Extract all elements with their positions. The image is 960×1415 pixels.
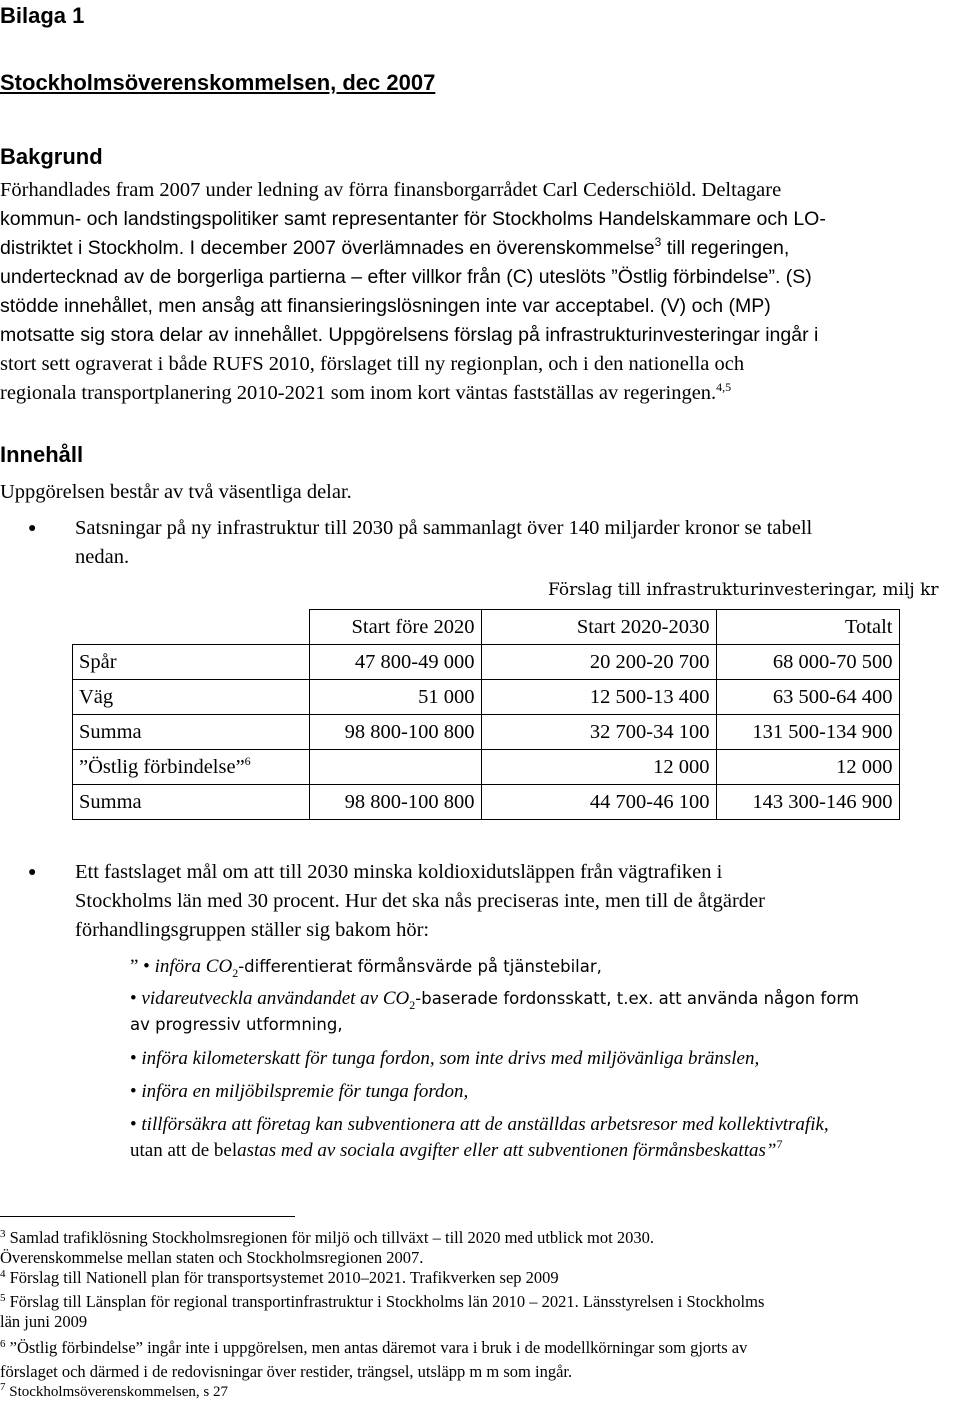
table-header-cell: Start 2020-2030 (481, 610, 716, 645)
footnote-ref-6: 6 (244, 753, 251, 768)
table-cell: Summa (73, 785, 310, 820)
footnote-ref-45: 4,5 (716, 380, 732, 394)
measure-item: ” • införa $CO_2$-differentierat förmånsvärde på tjänstebilar, (130, 956, 602, 980)
background-line-4: undertecknad av de borgerliga partierna – efter villkor från (C) uteslöts ”Östlig förbindelse”. (S) (0, 266, 812, 288)
table-row (73, 750, 900, 785)
footnote-7: $^7$ Stockholmsöverenskommelsen, s 27 (0, 1381, 228, 1400)
table-cell: 12 000 (481, 750, 716, 785)
table-cell: Väg (73, 680, 310, 715)
table-cell: 68 000-70 500 (716, 645, 899, 680)
measure-item: • införa kilometerskatt för tunga fordon, som inte drivs med miljövänliga bränslen, (130, 1048, 760, 1069)
page-title: Stockholmsöverenskommelsen, dec 2007 (0, 70, 436, 95)
table-header-empty (73, 610, 310, 645)
annex-label: Bilaga 1 (0, 3, 85, 28)
table-cell: 98 800-100 800 (309, 715, 481, 750)
table-cell: 47 800-49 000 (309, 645, 481, 680)
table-cell: 143 300-146 900 (716, 785, 899, 820)
background-line-5: stödde innehållet, men ansåg att finansieringslösningen inte var acceptabel. (V) och (MP) (0, 295, 771, 317)
content-intro: Uppgörelsen består av två väsentliga delar. (0, 481, 352, 503)
footnote-separator (0, 1216, 295, 1217)
table-cell: 12 500-13 400 (481, 680, 716, 715)
background-line-8: regionala transportplanering 2010-2021 som inom kort väntas fastställas av regeringen.$^{4,5}$ (0, 380, 732, 404)
footnote-6: $^6$ ”Östlig förbindelse” ingår inte i uppgörelsen, men antas däremot vara i bruk i de modellkörningar som gjorts av (0, 1338, 748, 1357)
background-line-2: kommun- och landstingspolitiker samt representanter för Stockholms Handelskammare och LO- (0, 208, 826, 230)
table-cell: 20 200-20 700 (481, 645, 716, 680)
bullet-infrastructure: Satsningar på ny infrastruktur till 2030 på sammanlagt över 140 miljarder kronor se tabell nedan. (75, 517, 813, 568)
table-cell: 44 700-46 100 (481, 785, 716, 820)
measure-item-continuation: utan att de belastas med av sociala avgifter eller att subventionen förmånsbeskattas”$^7$ (130, 1137, 783, 1161)
bullet-icon: ● (28, 865, 37, 880)
footnote-3: $^3$ Samlad trafiklösning Stockholmsregionen för miljö och tillväxt – till 2020 med utblick mot 2030. (0, 1228, 654, 1247)
background-line-3: distriktet i Stockholm. I december 2007 överlämnades en överenskommelse$^3$ till regeringen, (0, 235, 790, 259)
table-cell: 12 000 (716, 750, 899, 785)
table-row (73, 785, 900, 820)
table-cell: 63 500-64 400 (716, 680, 899, 715)
footnotes: $^3$ Samlad trafiklösning Stockholmsregionen för miljö och tillväxt – till 2020 med utblick mot 2030. Överenskommelse mellan staten och Stockholmsregionen 2007. $^4$ Förslag till Nationell plan för transportsystemet 2010–2021. Trafikverken sep 2009 $^5$ Förslag till Länsplan för regional transportinfrastruktur i Stockholms län 2010 – 2021. Länsstyrelsen i Stockholms län juni 2009 $^6$ ”Östlig förbindelse” ingår inte i uppgörelsen, men antas däremot vara i bruk i de modellkörningar som gjorts av förslaget och därmed i de redovisningar över restider, trängsel, utsläpp m m som ingår. $^7$ Stockholmsöverenskommelsen, s 27 (0, 1228, 960, 1402)
table-header-row (73, 610, 900, 645)
content-heading: Innehåll (0, 442, 84, 467)
table-row (73, 680, 900, 715)
footnote-ref-7: 7 (776, 1137, 783, 1151)
table-header-cell: Totalt (716, 610, 899, 645)
table-cell (309, 750, 481, 785)
table-cell: 32 700-34 100 (481, 715, 716, 750)
table-cell: 98 800-100 800 (309, 785, 481, 820)
background-line-6: motsatte sig stora delar av innehållet. Uppgörelsens förslag på infrastrukturinvesteringar ingår i (0, 324, 819, 346)
table-cell: 131 500-134 900 (716, 715, 899, 750)
investment-table (72, 609, 900, 820)
background-line-7: stort sett ograverat i både RUFS 2010, förslaget till ny regionplan, och i den nationella och (0, 353, 745, 375)
background-paragraph (0, 176, 960, 408)
table-row (73, 715, 900, 750)
table-row (73, 645, 900, 680)
footnote-ref-3: 3 (654, 235, 662, 249)
measure-item: • införa en miljöbilspremie för tunga fordon, (130, 1081, 469, 1102)
table-caption: Förslag till infrastrukturinvesteringar, milj kr (548, 580, 939, 600)
background-line-1: Förhandlades fram 2007 under ledning av förra finansborgarrådet Carl Cederschiöld. Deltagare (0, 179, 782, 201)
bullet-icon: ● (28, 521, 37, 536)
measure-item-continuation: av progressiv utformning, (130, 1015, 343, 1034)
table-cell: 51 000 (309, 680, 481, 715)
bullet-climate: Ett fastslaget mål om att till 2030 minska koldioxidutsläppen från vägtrafiken i Stockholms län med 30 procent. Hur det ska nås preciseras inte, men till de åtgärder förhandlingsgruppen ställer sig bakom hör: (75, 861, 765, 941)
table-cell: Spår (73, 645, 310, 680)
measure-item: • vidareutveckla användandet av $CO_2$-baserade fordonsskatt, t.ex. att använda någon form (130, 988, 859, 1012)
table-cell: Summa (73, 715, 310, 750)
table-cell: ”Östlig förbindelse”$^6$ (73, 750, 310, 785)
footnote-4: $^4$ Förslag till Nationell plan för transportsystemet 2010–2021. Trafikverken sep 2009 (0, 1268, 559, 1287)
table-header-cell: Start före 2020 (309, 610, 481, 645)
measure-item: • tillförsäkra att företag kan subventionera att de anställdas arbetsresor med kollektivtrafik, (130, 1114, 829, 1135)
background-heading: Bakgrund (0, 144, 103, 169)
footnote-5: $^5$ Förslag till Länsplan för regional transportinfrastruktur i Stockholms län 2010 – 2021. Länsstyrelsen i Stockholms (0, 1292, 765, 1311)
